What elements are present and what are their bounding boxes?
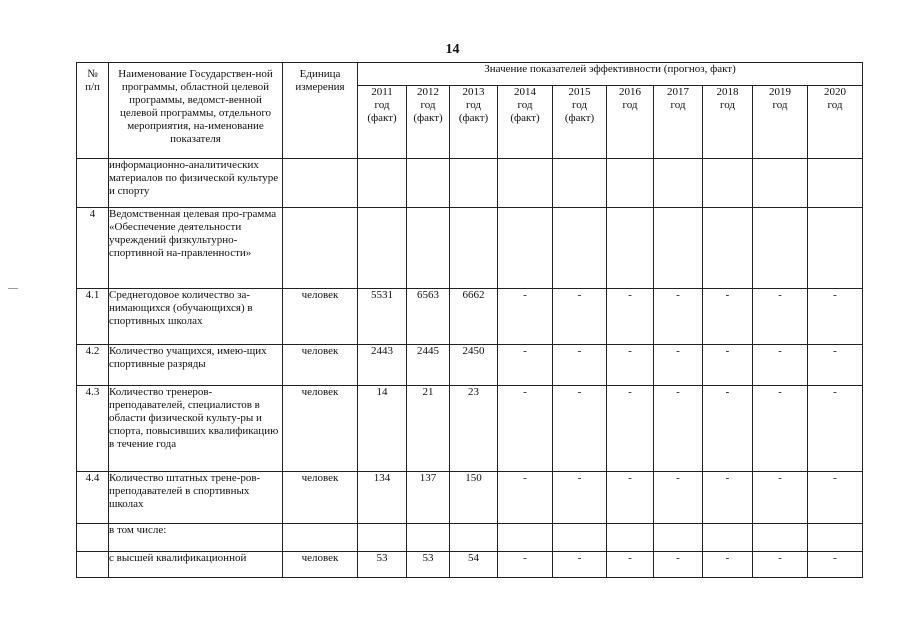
table-row [77,208,863,289]
row-value-2017: - [654,552,703,578]
row-value-2019: - [753,472,808,524]
row-number: 4 [77,208,109,289]
table-row [77,159,863,208]
row-value-2015: - [553,552,607,578]
row-value-2020: - [808,386,863,472]
row-unit: человек [283,552,358,578]
row-value-2019: - [753,289,808,345]
row-value-2014: - [498,345,553,386]
header-unit [283,63,358,159]
row-value-2017: - [654,289,703,345]
row-value-2015: - [553,472,607,524]
header-year-year: 2017 [667,86,689,98]
header-year-kind: (факт) [564,112,595,124]
row-value-2013 [450,208,498,289]
row-value-2016 [607,524,654,552]
row-value-2019: - [753,552,808,578]
row-value-2019 [753,524,808,552]
row-indicator-name: информационно-аналитических материалов по физической культуре и спорту [109,159,283,208]
row-value-2019: - [753,345,808,386]
row-value-2012 [407,208,450,289]
header-year-2018 [703,86,753,159]
row-value-2011: 5531 [358,289,407,345]
header-year-kind: (факт) [413,112,443,124]
row-indicator-name: Количество штатных трене-ров-преподавателей в спортивных школах [109,472,283,524]
header-year-2013 [450,86,498,159]
row-value-2011: 53 [358,552,407,578]
header-year-word: год [374,99,390,111]
row-value-2020 [808,208,863,289]
header-num [77,63,109,159]
row-value-2011: 134 [358,472,407,524]
table-row [77,386,863,472]
row-value-2018 [703,208,753,289]
row-value-2016 [607,208,654,289]
row-value-2016: - [607,345,654,386]
row-value-2020: - [808,289,863,345]
header-year-2014 [498,86,553,159]
row-value-2017: - [654,386,703,472]
row-value-2014: - [498,386,553,472]
row-value-2018: - [703,386,753,472]
header-year-2016 [607,86,654,159]
header-year-year: 2013 [462,86,485,98]
row-value-2013: 150 [450,472,498,524]
row-indicator-name: Среднегодовое количество за-нимающихся (обучающихся) в спортивных школах [109,289,283,345]
table-row [77,345,863,386]
row-indicator-name: Количество тренеров-преподавателей, специалистов в области физической культу-ры и спорта, повысивших квалификацию в течение года [109,386,283,472]
row-value-2014 [498,208,553,289]
row-value-2017 [654,159,703,208]
row-value-2013 [450,159,498,208]
row-value-2014: - [498,472,553,524]
row-value-2012: 53 [407,552,450,578]
header-num-label: № п/п [85,68,100,93]
row-value-2017: - [654,345,703,386]
row-value-2020: - [808,472,863,524]
indicators-table [76,62,863,578]
row-unit: человек [283,386,358,472]
header-year-word: год [827,99,843,111]
row-value-2012: 137 [407,472,450,524]
header-year-2020 [808,86,863,159]
row-value-2020: - [808,345,863,386]
row-unit [283,524,358,552]
header-year-word: год [465,99,482,111]
header-year-year: 2019 [769,86,791,98]
header-year-year: 2015 [568,86,591,98]
row-indicator-name: с высшей квалификационной [109,552,283,578]
header-year-2015 [553,86,607,159]
row-number: 4.1 [77,289,109,345]
row-value-2011: 2443 [358,345,407,386]
row-value-2012 [407,524,450,552]
header-year-kind: (факт) [367,112,397,124]
row-value-2018 [703,159,753,208]
row-value-2018: - [703,345,753,386]
row-number: 4.4 [77,472,109,524]
header-values-group: Значение показателей эффективности (прогноз, факт) [358,63,863,86]
header-year-year: 2011 [371,86,393,98]
row-value-2012: 6563 [407,289,450,345]
row-value-2012 [407,159,450,208]
row-value-2015: - [553,386,607,472]
header-year-word: год [517,99,533,111]
row-number [77,552,109,578]
row-value-2018 [703,524,753,552]
header-name: Наименование Государствен-ной программы, областной целевой программы, ведомст-венной целевой программы, отдельного мероприятия, на-именование показателя [109,63,283,159]
row-value-2016: - [607,386,654,472]
row-value-2013: 6662 [450,289,498,345]
header-year-2012 [407,86,450,159]
row-value-2011: 14 [358,386,407,472]
row-value-2014: - [498,552,553,578]
row-value-2012: 2445 [407,345,450,386]
row-value-2020: - [808,552,863,578]
table-row [77,289,863,345]
row-indicator-name: в том числе: [109,524,283,552]
row-unit [283,208,358,289]
header-year-word: год [772,99,788,111]
row-value-2016: - [607,552,654,578]
header-year-year: 2012 [417,86,439,98]
table-row [77,552,863,578]
header-year-year: 2014 [514,86,536,98]
row-value-2017 [654,208,703,289]
page-number: 14 [445,42,460,57]
header-year-word: год [719,99,736,111]
row-value-2015 [553,208,607,289]
row-value-2013: 23 [450,386,498,472]
row-value-2013: 2450 [450,345,498,386]
row-number [77,159,109,208]
header-year-2017 [654,86,703,159]
row-indicator-name: Ведомственная целевая про-грамма «Обеспечение деятельности учреждений физкультурно-спортивной на-правленности» [109,208,283,289]
row-unit: человек [283,472,358,524]
row-value-2011 [358,208,407,289]
header-year-year: 2018 [716,86,739,98]
row-value-2017 [654,524,703,552]
row-value-2016: - [607,472,654,524]
row-value-2013 [450,524,498,552]
row-value-2012: 21 [407,386,450,472]
row-value-2013: 54 [450,552,498,578]
row-number [77,524,109,552]
header-year-year: 2020 [824,86,847,98]
row-unit [283,159,358,208]
row-indicator-name: Количество учащихся, имею-щих спортивные разряды [109,345,283,386]
row-value-2020 [808,524,863,552]
row-unit: человек [283,289,358,345]
row-value-2018: - [703,289,753,345]
row-value-2015: - [553,345,607,386]
row-value-2011 [358,524,407,552]
row-value-2019 [753,208,808,289]
row-value-2015 [553,159,607,208]
row-value-2016 [607,159,654,208]
table-row [77,524,863,552]
row-unit: человек [283,345,358,386]
row-value-2015: - [553,289,607,345]
header-year-2019 [753,86,808,159]
header-year-2011 [358,86,407,159]
row-value-2011 [358,159,407,208]
margin-mark [8,288,18,289]
table-row [77,472,863,524]
row-value-2014 [498,524,553,552]
header-year-kind: (факт) [510,112,540,124]
row-value-2017: - [654,472,703,524]
row-value-2014 [498,159,553,208]
header-year-year: 2016 [619,86,641,98]
row-value-2018: - [703,472,753,524]
header-year-word: год [670,99,686,111]
row-value-2015 [553,524,607,552]
header-year-word: год [420,99,436,111]
header-year-word: год [622,99,638,111]
row-value-2014: - [498,289,553,345]
row-value-2018: - [703,552,753,578]
header-year-word: год [571,99,588,111]
header-year-kind: (факт) [458,112,489,124]
row-value-2016: - [607,289,654,345]
row-value-2019: - [753,386,808,472]
row-value-2020 [808,159,863,208]
row-value-2019 [753,159,808,208]
header-unit-label: Единица измерения [295,68,345,93]
row-number: 4.2 [77,345,109,386]
row-number: 4.3 [77,386,109,472]
